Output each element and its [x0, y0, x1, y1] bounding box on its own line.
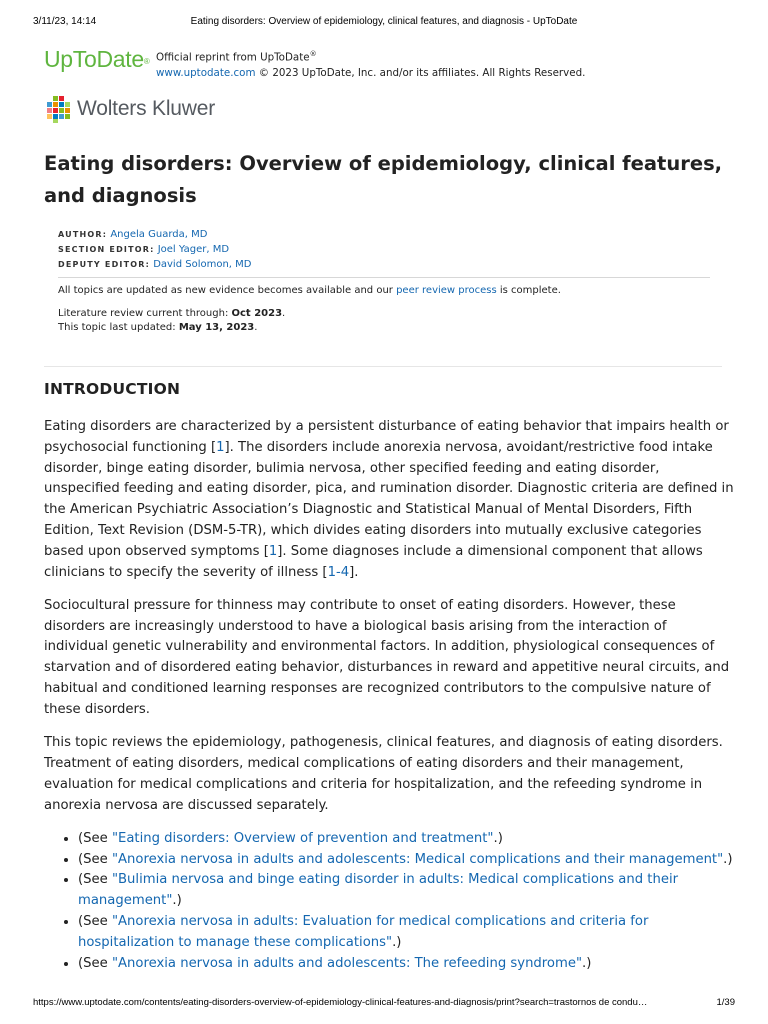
paragraph: [44, 417, 734, 583]
list-item: [78, 850, 734, 871]
last-updated-date: This topic last updated: May 13, 2023.: [58, 322, 258, 333]
text: ]. The disorders include anorexia nervosa, avoidant/restrictive food intake disorder, binge eating disorder, bulimia nervosa, other specified feeding and eating disorder, unspecified feeding and eating disorder, pica, and rumination disorder. Diagnostic criteria are defined in the American Psychiatric Association’s Diagnostic and Statistical Manual of Mental Disorders, Fifth Edition, Text Revision (DSM-5-TR), which divides eating disorders into mutually exclusive categories based upon observed symptoms [: [44, 439, 734, 559]
paragraph: This topic reviews the epidemiology, pathogenesis, clinical features, and diagnosis of eating disorders. Treatment of eating disorders, medical complications of eating disorders and their management, evaluation for medical complications and criteria for hospitalization, and the refeeding syndrome in anorexia nervosa are discussed separately.: [44, 735, 723, 813]
text: .): [582, 955, 592, 971]
author-label: AUTHOR:: [58, 230, 108, 239]
logo-tile: [53, 108, 58, 113]
uptodate-logo-text: UpToDate: [44, 46, 144, 72]
logo-tile: [53, 119, 58, 123]
last-updated-label: This topic last updated:: [58, 322, 179, 333]
logo-tile: [47, 114, 52, 119]
logo-tile: [59, 108, 64, 113]
section-editor-link[interactable]: Joel Yager, MD: [157, 244, 230, 255]
deputy-editor-label: DEPUTY EDITOR:: [58, 260, 150, 269]
section-heading: INTRODUCTION: [44, 380, 181, 398]
peer-review-link[interactable]: peer review process: [396, 285, 497, 296]
uptodate-logo[interactable]: [44, 44, 156, 74]
logo-tile: [65, 108, 70, 113]
copyright-text: © 2023 UpToDate, Inc. and/or its affiliates. All Rights Reserved.: [255, 67, 586, 80]
logo-tile: [53, 96, 58, 101]
print-url: https://www.uptodate.com/contents/eating-disorders-overview-of-epidemiology-clinical-features-and-diagnosis/print?search=trastornos de condu…: [33, 997, 648, 1008]
uptodate-site-link[interactable]: www.uptodate.com: [156, 67, 256, 80]
update-note: [58, 284, 561, 299]
deputy-editor-link[interactable]: David Solomon, MD: [153, 259, 252, 270]
author-link[interactable]: Angela Guarda, MD: [110, 229, 208, 240]
lit-review-label: Literature review current through:: [58, 307, 232, 319]
logo-tile: [59, 96, 64, 101]
topic-link[interactable]: "Eating disorders: Overview of prevention and treatment": [111, 830, 494, 846]
logo-tile: [47, 108, 52, 113]
reprint-mark: ®: [309, 50, 317, 58]
logo-tile: [53, 102, 58, 107]
lit-review-value: Oct 2023: [231, 307, 283, 319]
publisher-logo: [44, 95, 215, 123]
text: Eating disorders are characterized by a persistent disturbance of eating behavior that impairs health or psychosocial functioning [: [44, 419, 729, 455]
logo-tile: [53, 114, 58, 119]
divider: [44, 366, 722, 367]
list-item: [78, 870, 734, 912]
uptodate-header: [44, 44, 585, 81]
update-note-text-end: is complete.: [496, 285, 561, 296]
reference-link[interactable]: 1: [216, 439, 225, 455]
topic-link[interactable]: "Anorexia nervosa in adults: Evaluation for medical complications and criteria for hospitalization to manage these complications": [78, 914, 649, 950]
see-also-list: [44, 829, 734, 975]
article-credits: [58, 227, 251, 272]
uptodate-logo-mark: ®: [143, 57, 150, 66]
text: ]. Some diagnoses include a dimensional component that allows clinicians to specify the severity of illness [: [44, 543, 703, 580]
list-item: [78, 954, 734, 975]
logo-tile: [65, 114, 70, 119]
text: (See: [78, 955, 112, 971]
section-editor-label: SECTION EDITOR:: [58, 245, 155, 254]
last-updated-value: May 13, 2023: [178, 322, 255, 333]
text: ].: [349, 564, 359, 580]
logo-tile: [59, 102, 64, 107]
topic-link[interactable]: "Anorexia nervosa in adults and adolescents: The refeeding syndrome": [111, 955, 583, 971]
update-note-text: All topics are updated as new evidence becomes available and our: [58, 285, 397, 296]
text: (See: [78, 830, 112, 846]
text: .): [723, 851, 733, 867]
divider: [58, 277, 710, 278]
paragraph: Sociocultural pressure for thinness may contribute to onset of eating disorders. However, these disorders are increasingly understood to have a biological basis arising from the interaction of individual genetic vulnerability and environmental factors. In addition, physiological consequences of starvation and of disordered eating behavior, disturbances in reward and appetitive neural circuits, and habitual and conditioned learning responses are recognized contributors to the compulsive nature of these disorders.: [44, 597, 730, 717]
print-datetime: 3/11/23, 14:14: [33, 16, 97, 27]
text: (See: [78, 872, 112, 888]
literature-review-date: Literature review current through: Oct 2023.: [58, 307, 286, 319]
text: .): [493, 830, 503, 846]
print-header: [33, 16, 735, 27]
print-doc-title: Eating disorders: Overview of epidemiology, clinical features, and diagnosis - UpToDate: [190, 16, 578, 27]
list-item: [78, 829, 734, 850]
reference-link[interactable]: 1: [268, 543, 278, 559]
article-body: [44, 417, 734, 974]
reference-link[interactable]: 1-4: [327, 564, 350, 580]
text: .): [172, 893, 182, 909]
list-item: [78, 912, 734, 954]
topic-link[interactable]: "Bulimia nervosa and binge eating disorder in adults: Medical complications and their management": [78, 872, 679, 909]
print-footer: [33, 997, 735, 1008]
article-title: Eating disorders: Overview of epidemiology, clinical features, and diagnosis: [44, 152, 723, 207]
logo-tile: [47, 102, 52, 107]
logo-tile: [59, 114, 64, 119]
page-number: 1/39: [716, 997, 735, 1008]
text: (See: [78, 851, 112, 867]
logo-tile: [65, 102, 70, 107]
wolters-kluwer-logo-icon: [44, 95, 72, 123]
text: (See: [78, 914, 112, 930]
topic-link[interactable]: "Anorexia nervosa in adults and adolescents: Medical complications and their management": [111, 851, 724, 867]
reprint-line: Official reprint from UpToDate: [156, 51, 310, 64]
publisher-name: Wolters Kluwer: [77, 97, 216, 120]
reprint-notice: [156, 44, 585, 81]
text: .): [392, 934, 402, 950]
article-meta: [58, 284, 561, 336]
